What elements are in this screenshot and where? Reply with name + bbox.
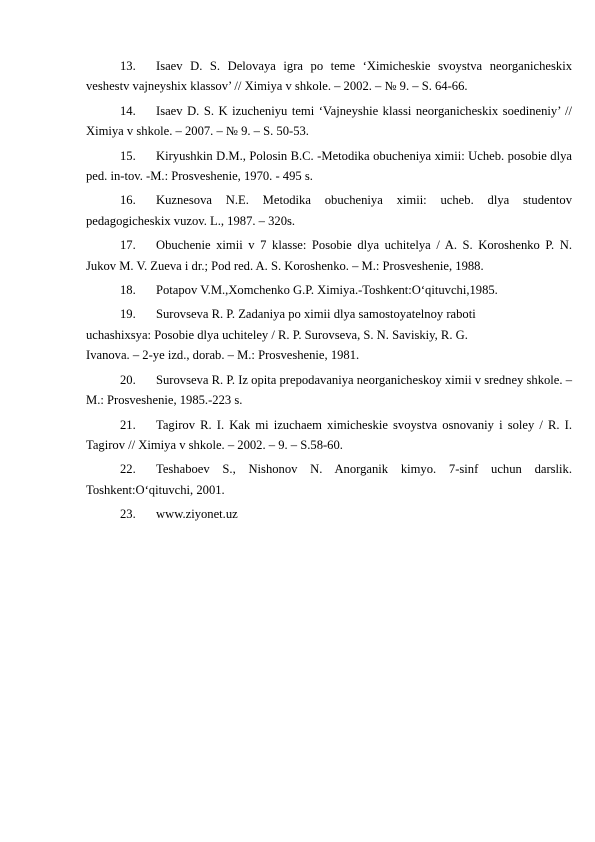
reference-number: 15. [120, 148, 136, 163]
reference-item-16 [86, 190, 572, 231]
reference-number: 18. [120, 283, 136, 298]
reference-text: Kiryushkin D.M., Polosin B.C. -Metodika obucheniya ximii: Ucheb. posobie dlya ped. in-tov. -M.: Prosveshenie, 1970. - 495 s. [86, 148, 572, 184]
reference-line: uchashixsya: Posobie dlya uchiteley / R. P. Surovseva, S. N. Saviskiy, R. G. [86, 327, 468, 342]
reference-text: Isaev D. S. Delovaya igra po teme ‘Ximicheskie svoystva neorganicheskix veshestv vajneyshix klassov’ // Ximiya v shkole. – 2002. – № 9. – S. 64-66. [86, 59, 572, 94]
reference-text: Potapov V.M.,Xomchenko G.P. Ximiya.-Toshkent:O‘qituvchi,1985. [156, 283, 498, 298]
reference-item-14 [86, 101, 572, 142]
reference-line [86, 304, 572, 324]
reference-item-23 [86, 504, 572, 524]
reference-number: 14. [120, 103, 136, 118]
reference-item-17 [86, 235, 572, 276]
reference-item-22 [86, 459, 572, 500]
reference-text: Isaev D. S. K izucheniyu temi ‘Vajneyshie klassi neorganicheskix soedineniy’ // Ximiya v shkole. – 2007. – № 9. – S. 50-53. [86, 103, 572, 139]
reference-number: 19. [120, 307, 136, 322]
reference-number: 13. [120, 59, 136, 73]
reference-item-20 [86, 370, 572, 411]
reference-text: Teshaboev S., Nishonov N. Anorganik kimyo. 7-sinf uchun darslik. Toshkent:O‘qituvchi, 2001. [86, 462, 572, 497]
reference-line: Ivanova. – 2-ye izd., dorab. – M.: Prosveshenie, 1981. [86, 348, 360, 363]
reference-number: 17. [120, 238, 136, 253]
reference-text: Surovseva R. P. Iz opita prepodavaniya neorganicheskoy ximii v sredney shkole. – M.: Prosveshenie, 1985.-223 s. [86, 372, 572, 408]
reference-text: Tagirov R. I. Kak mi izuchaem ximicheskie svoystva osnovaniy i soley / R. I. Tagirov // Ximiya v shkole. – 2002. – 9. – S.58-60. [86, 417, 572, 452]
reference-number: 20. [120, 372, 136, 387]
reference-item-18 [86, 280, 572, 300]
reference-item-15 [86, 146, 572, 187]
reference-text: Obuchenie ximii v 7 klasse: Posobie dlya uchitelya / A. S. Koroshenko P. N. Jukov M. V. Zueva i dr.; Pod red. A. S. Koroshenko. – M.: Prosveshenie, 1988. [86, 238, 572, 273]
reference-item-21 [86, 415, 572, 456]
reference-item-19 [86, 304, 572, 365]
reference-number: 21. [120, 417, 136, 432]
reference-number: 23. [120, 507, 136, 522]
reference-number: 16. [120, 193, 136, 208]
reference-number: 22. [120, 462, 136, 477]
reference-link[interactable]: www.ziyonet.uz [156, 507, 238, 522]
reference-list [86, 56, 572, 529]
reference-item-13 [86, 56, 572, 97]
reference-text: Surovseva R. P. Zadaniya po ximii dlya samostoyatelnoy raboti [156, 307, 476, 322]
reference-text: Kuznesova N.E. Metodika obucheniya ximii: ucheb. dlya studentov pedagogicheskix vuzov. L., 1987. – 320s. [86, 193, 572, 228]
